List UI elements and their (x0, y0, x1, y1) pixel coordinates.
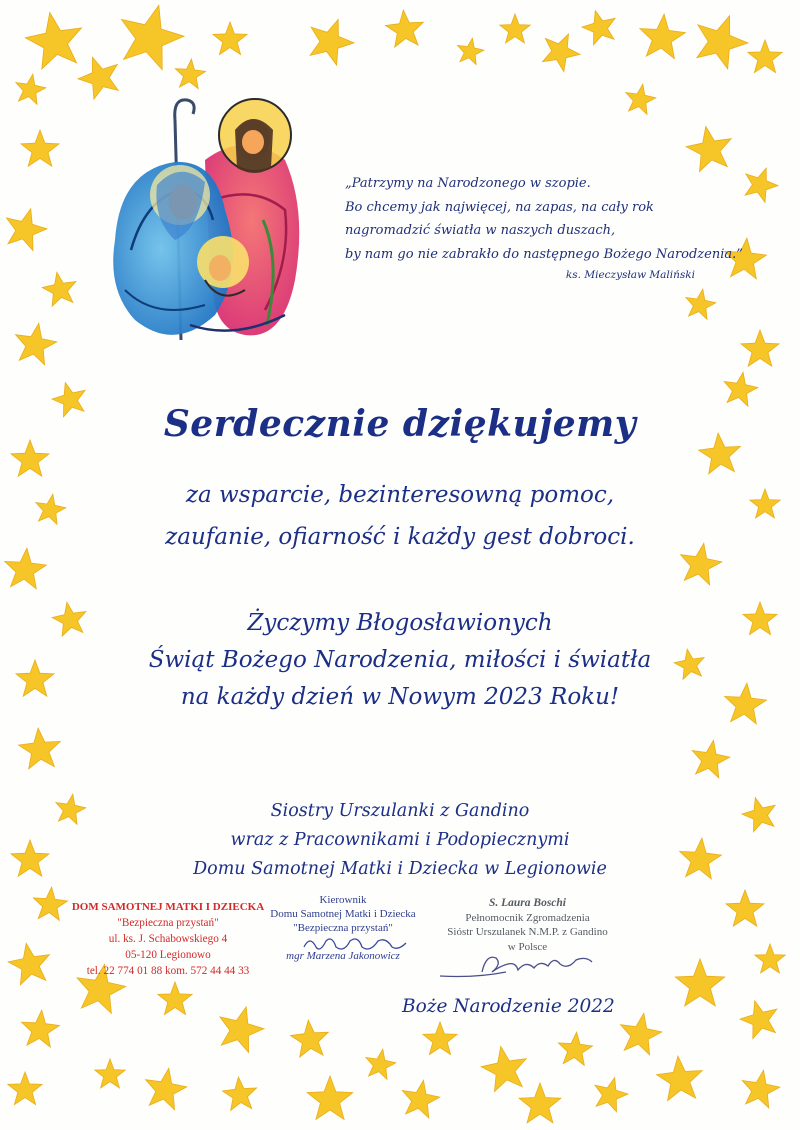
thanks-message (0, 474, 800, 558)
star-icon (543, 34, 580, 72)
star-icon (307, 1076, 353, 1119)
sender-line: wraz z Pracownikami i Podopiecznymi (230, 830, 570, 850)
star-icon (500, 14, 530, 43)
star-icon (626, 84, 656, 114)
star-icon (741, 330, 779, 366)
card-date: Boże Narodzenie 2022 (402, 996, 615, 1017)
star-icon (220, 1007, 264, 1053)
star-icon (519, 1083, 561, 1123)
star-icon (158, 982, 192, 1015)
holy-family-illustration (95, 90, 325, 350)
star-icon (558, 1032, 592, 1065)
wishes-message (0, 605, 800, 716)
star-icon (7, 209, 48, 251)
star-icon (621, 1013, 662, 1055)
wishes-line: na każdy dzień w Nowym 2023 Roku! (180, 684, 620, 710)
director-signature (300, 933, 410, 955)
quote-block (345, 172, 765, 284)
stamp-line: DOM SAMOTNEJ MATKI I DZIECKA (71, 901, 265, 913)
wishes-line: Świąt Bożego Narodzenia, miłości i światła (148, 647, 652, 673)
star-icon (291, 1020, 329, 1057)
star-icon (122, 5, 185, 70)
star-icon (11, 440, 49, 476)
star-icon (16, 323, 57, 365)
star-icon (740, 1001, 777, 1039)
sender-block (0, 797, 800, 884)
stamp-line: S. Laura Boschi (488, 897, 566, 909)
quote-line: by nam go nie zabrakło do następnego Bożego Narodzenia.” (345, 246, 743, 262)
star-icon (595, 1078, 628, 1112)
star-icon (310, 19, 354, 65)
star-icon (25, 13, 81, 70)
star-icon (19, 728, 61, 769)
quote-line: „Patrzymy na Narodzonego w szopie. (345, 176, 591, 191)
stamp-line: Domu Samotnej Matki i Dziecka (270, 908, 416, 920)
wishes-line: Życzymy Błogosławionych (247, 610, 553, 636)
stamp-line: mgr Marzena Jakonowicz (286, 950, 400, 962)
institution-stamp (58, 899, 278, 979)
star-icon (423, 1022, 457, 1055)
plenipotentiary-signature (436, 950, 606, 980)
star-icon (748, 40, 782, 73)
stamp-line: Pełnomocnik Zgromadzenia (465, 911, 590, 924)
star-icon (16, 74, 46, 104)
page-title: Serdecznie dziękujemy (163, 403, 637, 445)
star-icon (366, 1049, 396, 1079)
star-icon (175, 59, 205, 89)
star-icon (8, 943, 49, 985)
star-icon (686, 289, 716, 319)
stamp-line: "Bezpieczna przystań" (293, 922, 393, 934)
stamp-line: "Bezpieczna przystań" (117, 917, 219, 929)
star-icon (481, 1046, 526, 1091)
star-icon (675, 959, 724, 1006)
star-icon (146, 1068, 187, 1110)
star-icon (657, 1056, 703, 1101)
star-icon (402, 1080, 440, 1118)
star-icon (724, 372, 758, 406)
star-icon (755, 944, 785, 973)
sender-line: Domu Samotnej Matki i Dziecka w Legionowie (193, 859, 607, 879)
plenipotentiary-stamp (440, 896, 615, 954)
star-icon (686, 126, 731, 171)
star-icon (213, 22, 247, 55)
star-icon (726, 890, 764, 926)
star-icon (458, 38, 484, 64)
stamp-line: Kierownik (319, 894, 367, 906)
star-icon (21, 130, 59, 166)
quote-author: ks. Mieczysław Maliński (565, 269, 695, 281)
thanks-line: za wsparcie, bezinteresowną pomoc, (185, 482, 615, 508)
stamp-line: 05-120 Legionowo (125, 949, 211, 961)
star-icon (640, 14, 686, 59)
star-icon (582, 11, 615, 45)
star-icon (742, 1070, 780, 1108)
quote-line: Bo chcemy jak najwięcej, na zapas, na cały rok (345, 199, 654, 215)
stamp-line: ul. ks. J. Schabowskiego 4 (108, 933, 228, 945)
quote-line: nagromadzić światła w naszych duszach, (345, 223, 616, 238)
stamp-line: tel. 22 774 01 88 kom. 572 44 44 33 (86, 965, 250, 977)
star-icon (692, 740, 730, 778)
star-icon (22, 1010, 60, 1047)
thanks-line: zaufanie, ofiarność i każdy gest dobroci. (165, 524, 635, 550)
star-icon (42, 272, 76, 306)
star-icon (386, 10, 424, 47)
sender-line: Siostry Urszulanki z Gandino (270, 801, 530, 821)
stamp-line: Sióstr Urszulanek N.M.P. z Gandino (447, 926, 608, 938)
star-icon (95, 1059, 125, 1088)
star-icon (223, 1077, 257, 1110)
stamp-line: w Polsce (507, 940, 548, 953)
star-icon (697, 16, 748, 69)
star-icon (8, 1072, 42, 1105)
